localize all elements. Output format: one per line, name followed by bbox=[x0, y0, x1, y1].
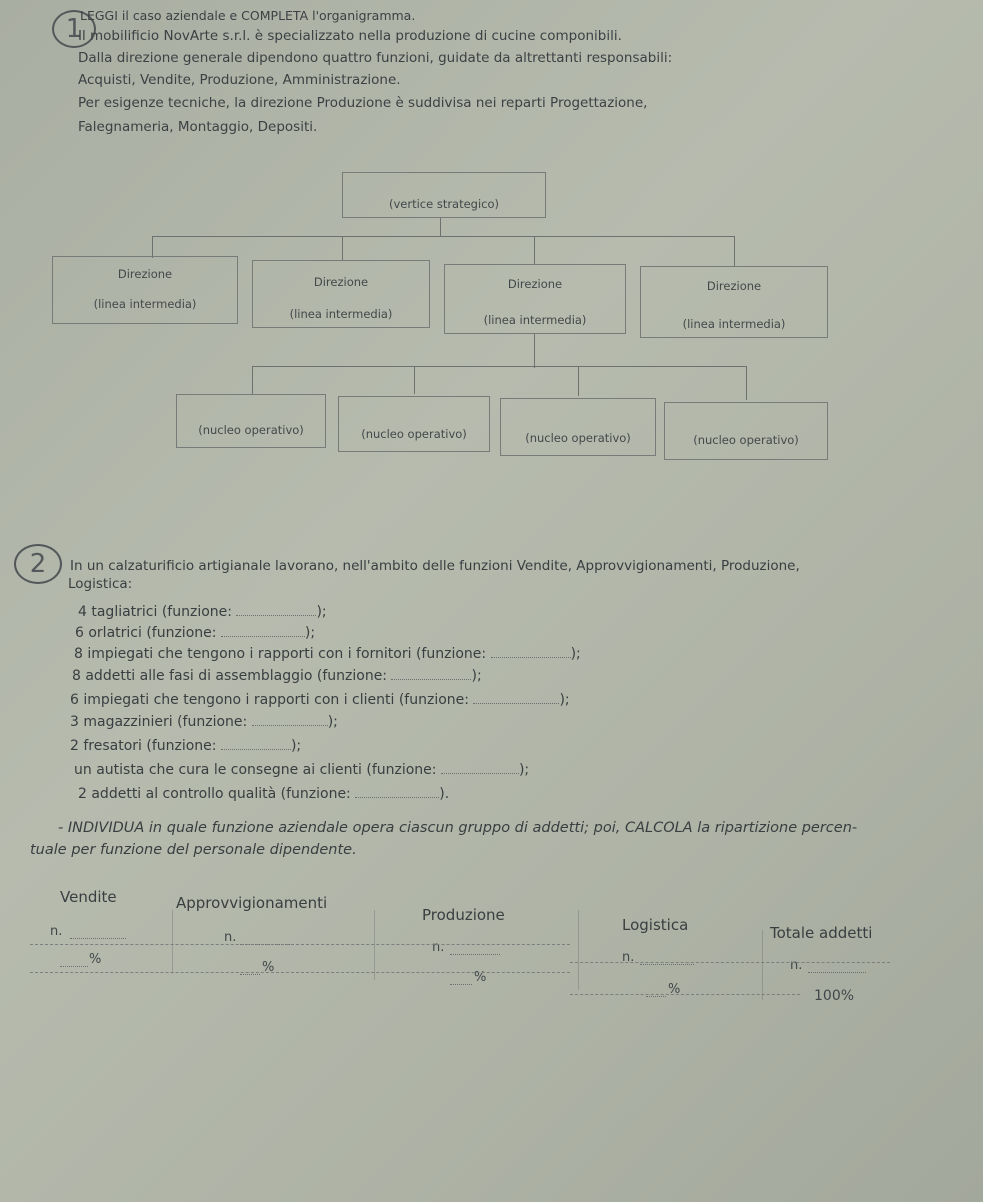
org-top-box[interactable] bbox=[342, 172, 546, 218]
org-operative-box-3[interactable] bbox=[500, 398, 656, 456]
answer-blank[interactable] bbox=[491, 657, 571, 658]
column-separator bbox=[172, 910, 173, 974]
ex1-line-4: Acquisti, Vendite, Produzione, Amministrazione. bbox=[78, 72, 401, 88]
org-direction-title: Direzione bbox=[313, 275, 369, 289]
org-operative-box-4[interactable] bbox=[664, 402, 828, 460]
column-header-produzione: Produzione bbox=[422, 906, 505, 924]
connector bbox=[252, 366, 746, 367]
ex2-item bbox=[70, 738, 301, 754]
ex2-item-text: 8 impiegati che tengono i rapporti con i fornitori (funzione: bbox=[74, 646, 487, 662]
column-header-totale: Totale addetti bbox=[770, 924, 873, 942]
ex2-item bbox=[74, 762, 529, 778]
org-direction-subtitle: (linea intermedia) bbox=[483, 313, 587, 327]
count-label: n. bbox=[622, 950, 635, 965]
percent-sign: % bbox=[474, 970, 487, 985]
count-label: n. bbox=[224, 930, 237, 945]
org-direction-title: Direzione bbox=[117, 267, 173, 281]
column-separator bbox=[578, 910, 579, 990]
answer-blank[interactable] bbox=[441, 773, 519, 774]
ex2-item-end: ); bbox=[518, 762, 530, 778]
org-direction-subtitle: (linea intermedia) bbox=[93, 297, 197, 311]
org-operative-label: (nucleo operativo) bbox=[361, 427, 467, 441]
org-direction-box-2[interactable] bbox=[252, 260, 430, 328]
org-operative-label: (nucleo operativo) bbox=[693, 433, 799, 447]
column-header-vendite: Vendite bbox=[60, 888, 117, 906]
ex2-item-text: 6 orlatrici (funzione: bbox=[75, 625, 217, 641]
org-direction-title: Direzione bbox=[507, 277, 563, 291]
ex2-item bbox=[74, 646, 581, 662]
total-percent: 100% bbox=[814, 988, 855, 1004]
count-input-produzione[interactable] bbox=[450, 940, 500, 955]
ex2-item-end: ). bbox=[439, 786, 450, 802]
ex2-item-end: ); bbox=[559, 692, 570, 708]
row-guide bbox=[570, 962, 890, 963]
org-operative-box-1[interactable] bbox=[176, 394, 326, 448]
answer-blank[interactable] bbox=[473, 703, 559, 704]
org-operative-label: (nucleo operativo) bbox=[525, 431, 631, 445]
org-operative-box-2[interactable] bbox=[338, 396, 490, 452]
ex2-intro-line-2: Logistica: bbox=[68, 576, 133, 592]
connector bbox=[440, 218, 441, 236]
ex2-item-end: ); bbox=[304, 625, 316, 641]
connector bbox=[342, 236, 343, 260]
column-header-logistica: Logistica bbox=[622, 916, 689, 934]
column-separator bbox=[374, 910, 375, 980]
exercise-1-number: 1 bbox=[52, 10, 96, 48]
ex2-item-end: ); bbox=[471, 668, 482, 684]
percent-sign: % bbox=[262, 960, 275, 975]
ex2-item bbox=[75, 625, 315, 641]
ex2-intro-line-1: In un calzaturificio artigianale lavorano, nell'ambito delle funzioni Vendite, Approvvigionamenti, Produzione, bbox=[70, 558, 800, 574]
ex1-line-3: Dalla direzione generale dipendono quattro funzioni, guidate da altrettanti responsabili: bbox=[78, 50, 673, 66]
ex2-item-text: 3 magazzinieri (funzione: bbox=[70, 714, 248, 730]
ex2-item-text: 2 fresatori (funzione: bbox=[70, 738, 217, 754]
answer-blank[interactable] bbox=[236, 615, 316, 616]
answer-blank[interactable] bbox=[221, 636, 305, 637]
ex2-item-text: 6 impiegati che tengono i rapporti con i clienti (funzione: bbox=[70, 692, 469, 708]
column-separator bbox=[762, 930, 763, 1000]
count-input-vendite[interactable] bbox=[70, 924, 126, 939]
org-direction-title: Direzione bbox=[706, 279, 762, 293]
ex2-item bbox=[70, 692, 570, 708]
connector bbox=[414, 366, 415, 394]
ex2-item-end: ); bbox=[290, 738, 302, 754]
ex2-item-text: 8 addetti alle fasi di assemblaggio (funzione: bbox=[72, 668, 388, 684]
connector bbox=[534, 334, 535, 368]
connector bbox=[746, 366, 747, 400]
org-direction-box-3[interactable] bbox=[444, 264, 626, 334]
ex2-item bbox=[78, 786, 449, 802]
org-direction-box-1[interactable] bbox=[52, 256, 238, 324]
count-input-totale[interactable] bbox=[808, 958, 866, 973]
connector bbox=[252, 366, 253, 394]
ex2-item-text: 2 addetti al controllo qualità (funzione: bbox=[78, 786, 351, 802]
ex2-item-text: 4 tagliatrici (funzione: bbox=[78, 604, 232, 620]
connector bbox=[152, 236, 153, 258]
answer-blank[interactable] bbox=[355, 797, 439, 798]
ex2-instruction-line-2: tuale per funzione del personale dipendente. bbox=[30, 842, 357, 858]
count-label: n. bbox=[790, 958, 803, 973]
answer-blank[interactable] bbox=[221, 749, 291, 750]
answer-blank[interactable] bbox=[252, 725, 328, 726]
ex2-item-end: ); bbox=[570, 646, 581, 662]
org-top-label: (vertice strategico) bbox=[388, 197, 500, 211]
ex1-line-6: Falegnameria, Montaggio, Depositi. bbox=[78, 119, 318, 135]
ex1-line-1: LEGGI il caso aziendale e COMPLETA l'organigramma. bbox=[80, 8, 416, 23]
count-input-approvvigionamenti[interactable] bbox=[240, 930, 294, 945]
ex2-item-end: ); bbox=[327, 714, 338, 730]
connector bbox=[734, 236, 735, 266]
org-direction-subtitle: (linea intermedia) bbox=[289, 307, 393, 321]
ex2-item-text: un autista che cura le consegne ai clienti (funzione: bbox=[74, 762, 437, 778]
count-label: n. bbox=[50, 924, 63, 939]
org-operative-label: (nucleo operativo) bbox=[198, 423, 304, 437]
ex2-item-end: ); bbox=[316, 604, 327, 620]
connector bbox=[152, 236, 734, 237]
count-label: n. bbox=[432, 940, 445, 955]
answer-blank[interactable] bbox=[391, 679, 471, 680]
connector bbox=[534, 236, 535, 264]
column-header-approvvigionamenti: Approvvigionamenti bbox=[176, 894, 328, 912]
ex2-instruction-line-1: - INDIVIDUA in quale funzione aziendale opera ciascun gruppo di addetti; poi, CALCOLA la ripartizione percen- bbox=[58, 820, 858, 836]
ex1-line-2: Il mobilificio NovArte s.r.l. è specializzato nella produzione di cucine componibili. bbox=[78, 28, 622, 44]
ex2-item bbox=[78, 604, 327, 620]
ex1-line-5: Per esigenze tecniche, la direzione Produzione è suddivisa nei reparti Progettazione, bbox=[78, 95, 648, 111]
org-direction-subtitle: (linea intermedia) bbox=[682, 317, 786, 331]
exercise-2-number: 2 bbox=[14, 544, 62, 584]
connector bbox=[578, 366, 579, 396]
ex2-item bbox=[72, 668, 482, 684]
row-guide bbox=[30, 944, 570, 945]
org-direction-box-4[interactable] bbox=[640, 266, 828, 338]
row-guide bbox=[570, 994, 800, 995]
percent-sign: % bbox=[668, 982, 681, 997]
ex2-item bbox=[70, 714, 338, 730]
percent-input-vendite[interactable] bbox=[60, 952, 88, 967]
row-guide bbox=[30, 972, 570, 973]
percent-sign: % bbox=[89, 952, 102, 967]
